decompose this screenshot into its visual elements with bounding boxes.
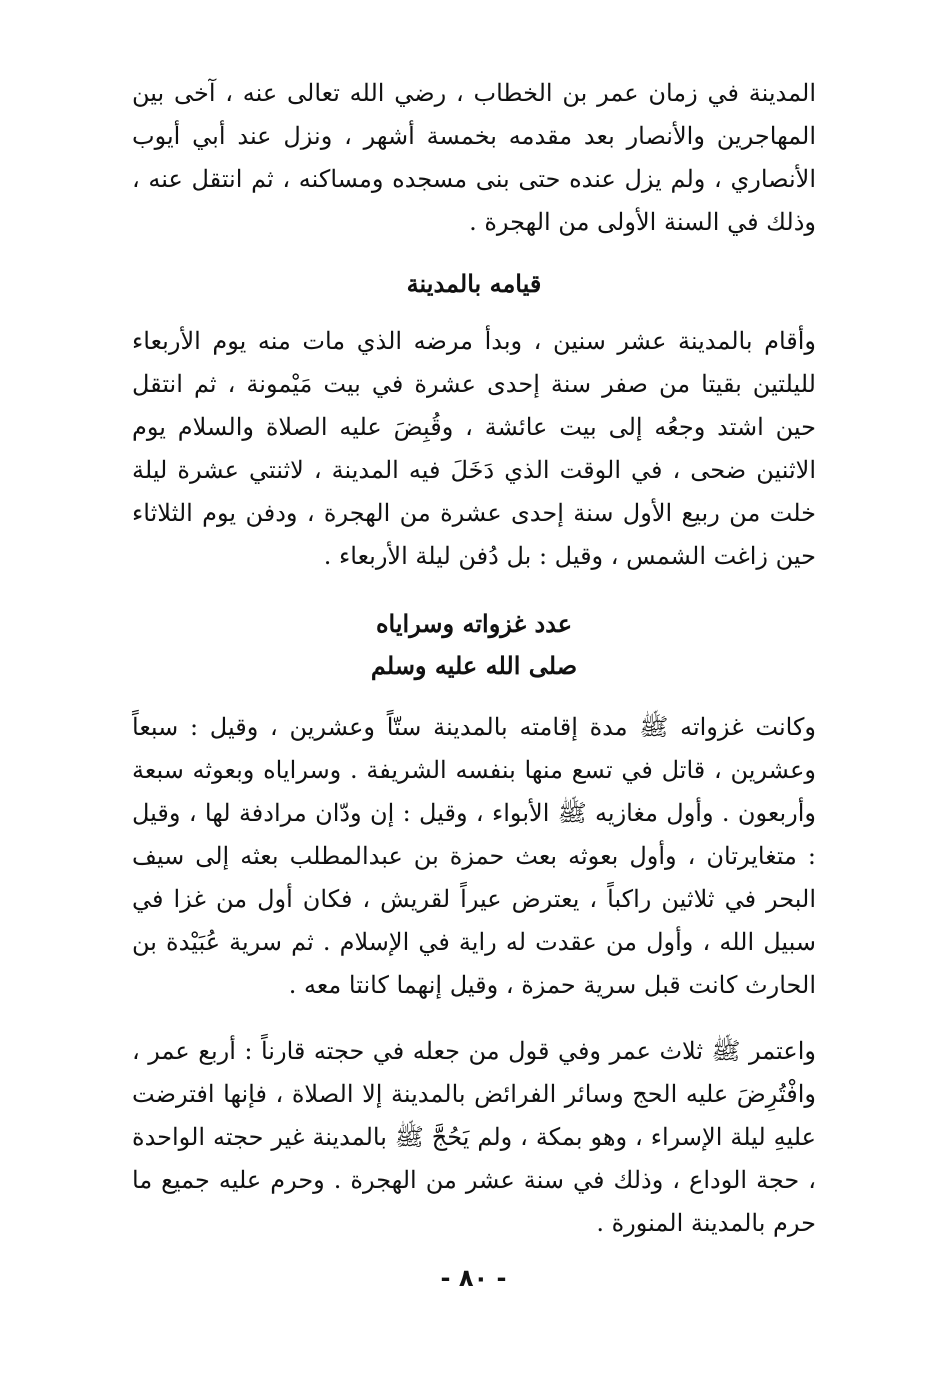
section-heading-blessing: صلى الله عليه وسلم	[370, 651, 578, 680]
paragraph-madina-arrival: المدينة في زمان عمر بن الخطاب ، رضي الله تعالى عنه ، آخى بين المهاجرين والأنصار بعد مقدمه بخمسة أشهر ، ونزل عند أبي أيوب الأنصاري ، ولم يزل عنده حتى بنى مسجده ومساكنه ، ثم انتقل عنه ، وذلك في السنة الأولى من الهجرة .	[132, 79, 816, 236]
paragraph-campaigns-count: وكانت غزواته ﷺ مدة إقامته بالمدينة ستّاً وعشرين ، وقيل : سبعاً وعشرين ، قاتل في تسع منها بنفسه الشريفة . وسراياه وبعوثه سبعة وأربعون . وأول مغازيه ﷺ الأبواء ، وقيل : إن ودّان مرادفة لها ، وقيل : متغايرتان ، وأول بعوثه بعث حمزة بن عبدالمطلب بعثه إلى سيف البحر في ثلاثين راكباً ، يعترض عيراً لقريش ، فكان أول من غزا في سبيل الله ، وأول من عقدت له راية في الإسلام . ثم سرية عُبَيْدة بن الحارث كانت قبل سرية حمزة ، وقيل إنهما كانتا معه .	[132, 713, 817, 999]
page-number: - ٨٠ -	[440, 1264, 507, 1292]
section-heading-residence: قيامه بالمدينة	[406, 269, 542, 298]
section-heading-campaigns: عدد غزواته وسراياه	[375, 609, 573, 638]
paragraph-umrah-and-hajj: واعتمر ﷺ ثلاث عمر وفي قول من جعله في حجته قارناً : أربع عمر ، وافْتُرِضَ عليه الحج وسائر الفرائض بالمدينة إلا الصلاة ، فإنها افترضت عليهِ ليلة الإسراء ، وهو بمكة ، ولم يَحُجَّ ﷺ بالمدينة غير حجته الواحدة ، حجة الوداع ، وذلك في سنة عشر من الهجرة . وحرم عليه جميع ما حرم بالمدينة المنورة .	[132, 1037, 816, 1237]
paragraph-illness-and-death: وأقام بالمدينة عشر سنين ، وبدأ مرضه الذي مات منه يوم الأربعاء لليلتين بقيتا من صفر سنة إحدى عشرة في بيت مَيْمونة ، ثم انتقل حين اشتد وجعُه إلى بيت عائشة ، وقُبِضَ عليه الصلاة والسلام يوم الاثنين ضحى ، في الوقت الذي دَخَلَ فيه المدينة ، لاثنتي عشرة ليلة خلت من ربيع الأول سنة إحدى عشرة من الهجرة ، ودفن يوم الثلاثاء حين زاغت الشمس ، وقيل : بل دُفن ليلة الأربعاء .	[132, 327, 816, 570]
